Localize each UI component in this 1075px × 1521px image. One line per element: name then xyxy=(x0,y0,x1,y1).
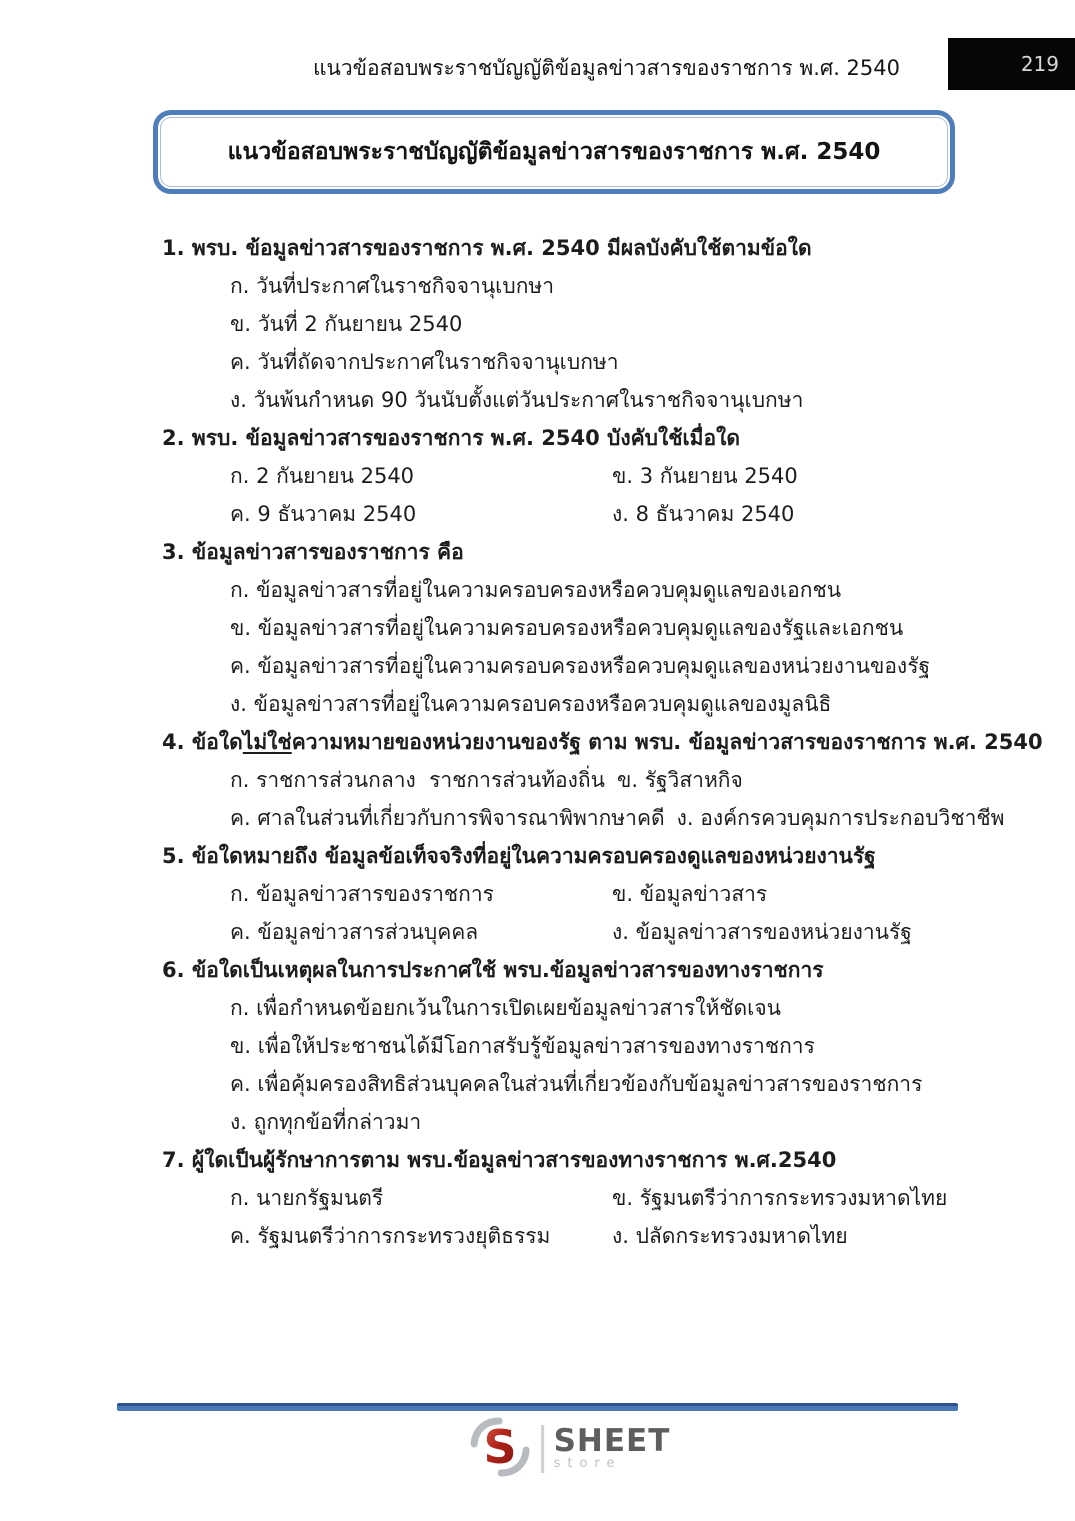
title-box xyxy=(153,110,955,194)
answer-option: ก. นายกรัฐมนตรี xyxy=(230,1186,384,1210)
logo-divider xyxy=(541,1425,544,1473)
option-row xyxy=(162,685,957,723)
option-row xyxy=(162,267,957,305)
answer-option: ง. ข้อมูลข่าวสารของหน่วยงานรัฐ xyxy=(612,920,912,944)
question-title xyxy=(162,951,957,989)
answer-option: ค. ข้อมูลข่าวสารที่อยู่ในความครอบครองหรือควบคุมดูแลของหน่วยงานของรัฐ xyxy=(230,654,931,678)
answer-option: ง. ปลัดกระทรวงมหาดไทย xyxy=(612,1224,848,1248)
question-title-text: 6. ข้อใดเป็นเหตุผลในการประกาศใช้ พรบ.ข้อมูลข่าวสารของทางราชการ xyxy=(162,958,824,982)
question-block xyxy=(162,951,957,1141)
question-title xyxy=(162,1141,957,1179)
question-title-text: ความหมายของหน่วยงานของรัฐ ตาม พรบ. ข้อมูลข่าวสารของราชการ พ.ศ. 2540 xyxy=(291,730,1043,754)
answer-option: ค. เพื่อคุ้มครองสิทธิส่วนบุคคลในส่วนที่เกี่ยวข้องกับข้อมูลข่าวสารของราชการ xyxy=(230,1072,923,1096)
question-title-text: 7. ผู้ใดเป็นผู้รักษาการตาม พรบ.ข้อมูลข่าวสารของทางราชการ พ.ศ.2540 xyxy=(162,1148,837,1172)
answer-option: ข. รัฐวิสาหกิจ xyxy=(616,768,743,792)
running-head-title: แนวข้อสอบพระราชบัญญัติข้อมูลข่าวสารของราชการ พ.ศ. 2540 xyxy=(312,56,900,80)
option-row xyxy=(162,381,957,419)
question-options xyxy=(162,571,957,723)
question-options xyxy=(162,875,957,951)
answer-option: ข. ข้อมูลข่าวสาร xyxy=(612,882,768,906)
answer-option: ก. ราชการส่วนกลาง ราชการส่วนท้องถิ่น xyxy=(230,768,605,792)
question-title xyxy=(162,533,957,571)
question-block xyxy=(162,1141,957,1255)
question-block xyxy=(162,229,957,419)
answer-option: ข. วันที่ 2 กันยายน 2540 xyxy=(230,312,463,336)
logo-name: SHEET xyxy=(553,1423,671,1459)
answer-option: ข. ข้อมูลข่าวสารที่อยู่ในความครอบครองหรือควบคุมดูแลของรัฐและเอกชน xyxy=(230,616,904,640)
svg-text:S: S xyxy=(483,1420,517,1474)
answer-option: ข. เพื่อให้ประชาชนได้มีโอกาสรับรู้ข้อมูลข่าวสารของทางราชการ xyxy=(230,1034,815,1058)
option-row xyxy=(162,647,957,685)
question-title-text: 5. ข้อใดหมายถึง ข้อมูลข้อเท็จจริงที่อยู่ในความครอบครองดูแลของหน่วยงานรัฐ xyxy=(162,844,876,868)
sheet-store-logo xyxy=(469,1417,671,1481)
question-title xyxy=(162,229,957,267)
sheet-store-logo-icon xyxy=(469,1417,531,1481)
answer-option: ข. 3 กันยายน 2540 xyxy=(612,464,798,488)
answer-option: ค. ข้อมูลข่าวสารส่วนบุคคล xyxy=(230,920,479,944)
answer-option: ค. วันที่ถัดจากประกาศในราชกิจจานุเบกษา xyxy=(230,350,619,374)
question-block xyxy=(162,837,957,951)
answer-option: ง. วันพ้นกำหนด 90 วันนับตั้งแต่วันประกาศในราชกิจจานุเบกษา xyxy=(230,388,804,412)
question-title-text: 2. พรบ. ข้อมูลข่าวสารของราชการ พ.ศ. 2540 บังคับใช้เมื่อใด xyxy=(162,426,740,450)
option-row xyxy=(162,989,957,1027)
answer-option: ก. เพื่อกำหนดข้อยกเว้นในการเปิดเผยข้อมูลข่าวสารให้ชัดเจน xyxy=(230,996,782,1020)
question-title-text: 3. ข้อมูลข่าวสารของราชการ คือ xyxy=(162,540,464,564)
page-number: 219 xyxy=(1020,52,1059,76)
question-options xyxy=(162,1179,957,1255)
question-block xyxy=(162,419,957,533)
question-block xyxy=(162,723,1043,837)
question-title-text: 4. ข้อใด xyxy=(162,730,243,754)
question-title-underlined: ไม่ใช่ xyxy=(242,730,292,754)
questions-list xyxy=(162,229,1043,1255)
option-row xyxy=(162,799,1005,837)
answer-option: ง. ข้อมูลข่าวสารที่อยู่ในความครอบครองหรือควบคุมดูแลของมูลนิธิ xyxy=(230,692,832,716)
page-number-box xyxy=(948,38,1075,90)
answer-option: ก. ข้อมูลข่าวสารที่อยู่ในความครอบครองหรือควบคุมดูแลของเอกชน xyxy=(230,578,842,602)
option-row xyxy=(162,913,957,951)
answer-option: ค. รัฐมนตรีว่าการกระทรวงยุติธรรม xyxy=(230,1224,551,1248)
option-row xyxy=(162,1065,957,1103)
answer-option: ก. 2 กันยายน 2540 xyxy=(230,464,415,488)
option-row xyxy=(162,1217,957,1255)
option-row xyxy=(162,761,957,799)
option-row xyxy=(162,495,957,533)
answer-option: ง. ถูกทุกข้อที่กล่าวมา xyxy=(230,1110,422,1134)
answer-option: ค. ศาลในส่วนที่เกี่ยวกับการพิจารณาพิพากษาคดี xyxy=(230,806,665,830)
logo-subtitle: store xyxy=(553,1456,622,1471)
question-title xyxy=(162,419,957,457)
option-row xyxy=(162,343,957,381)
answer-option: ง. 8 ธันวาคม 2540 xyxy=(612,502,795,526)
question-options xyxy=(162,457,957,533)
answer-option: ข. รัฐมนตรีว่าการกระทรวงมหาดไทย xyxy=(612,1186,948,1210)
answer-option: ค. 9 ธันวาคม 2540 xyxy=(230,502,417,526)
question-options xyxy=(162,989,957,1141)
answer-option: ก. วันที่ประกาศในราชกิจจานุเบกษา xyxy=(230,274,555,298)
option-row xyxy=(162,305,957,343)
option-row xyxy=(162,875,957,913)
question-options xyxy=(162,267,957,419)
option-row xyxy=(162,609,957,647)
option-row xyxy=(162,457,957,495)
answer-option: ง. องค์กรควบคุมการประกอบวิชาชีพ xyxy=(676,806,1005,830)
question-title xyxy=(162,723,1043,761)
option-row xyxy=(162,1179,957,1217)
logo-text xyxy=(553,1423,671,1472)
option-row xyxy=(162,1103,957,1141)
page-title: แนวข้อสอบพระราชบัญญัติข้อมูลข่าวสารของราชการ พ.ศ. 2540 xyxy=(227,139,881,165)
option-row xyxy=(162,571,957,609)
footer-divider xyxy=(117,1403,958,1411)
question-title-text: 1. พรบ. ข้อมูลข่าวสารของราชการ พ.ศ. 2540 มีผลบังคับใช้ตามข้อใด xyxy=(162,236,812,260)
question-block xyxy=(162,533,957,723)
question-options xyxy=(162,761,1005,837)
answer-option: ก. ข้อมูลข่าวสารของราชการ xyxy=(230,882,494,906)
question-title xyxy=(162,837,957,875)
option-row xyxy=(162,1027,957,1065)
